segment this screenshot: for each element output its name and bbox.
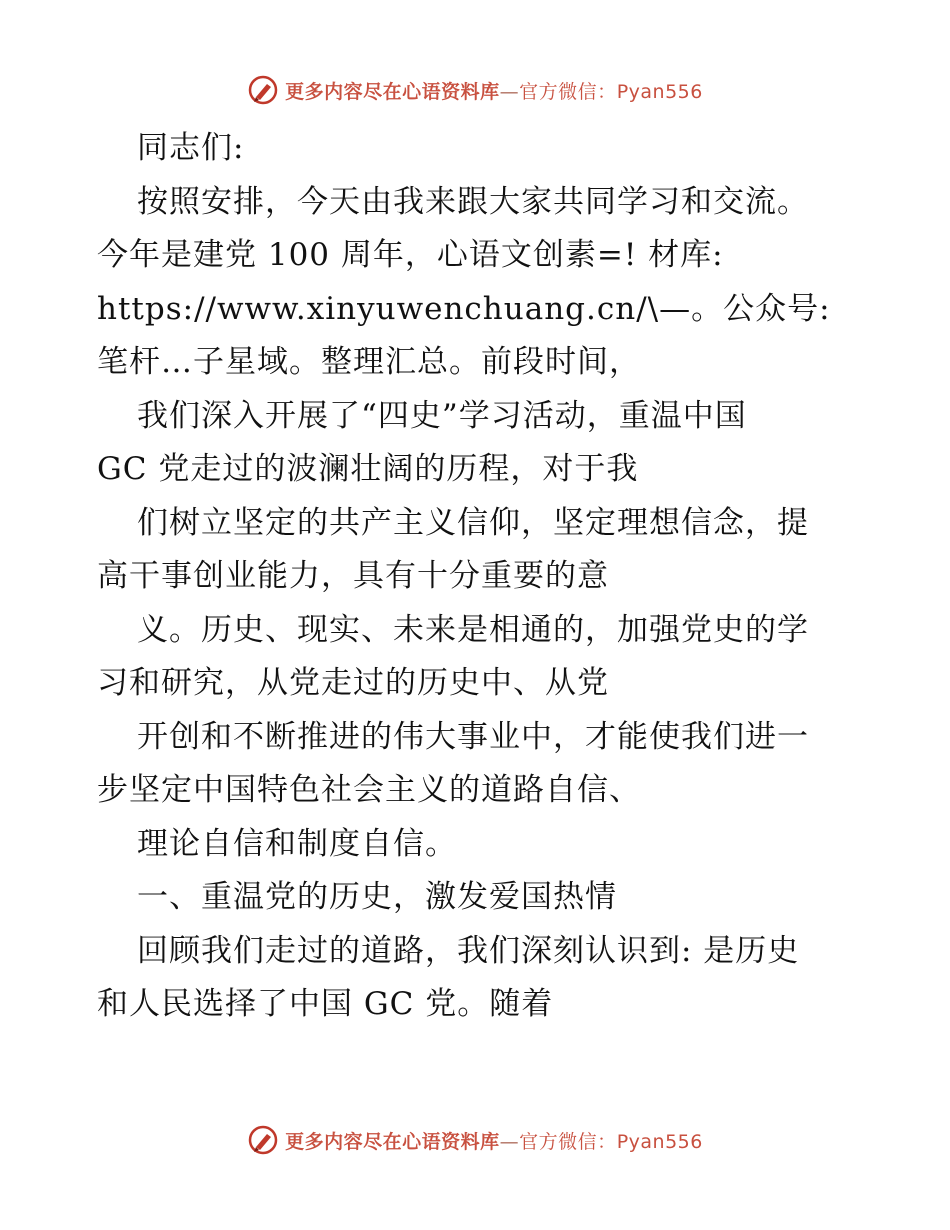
doc-line-salutation: 同志们: — [137, 130, 245, 166]
document-body — [97, 122, 857, 1032]
doc-line: 高干事创业能力，具有十分重要的意 — [97, 558, 609, 594]
footer-banner — [0, 1120, 950, 1160]
header-banner-title: 更多内容尽在心语资料库 — [285, 80, 500, 103]
header-banner-separator: — — [499, 80, 520, 103]
doc-line: 理论自信和制度自信。 — [137, 825, 457, 862]
doc-line: 按照安排，今天由我来跟大家共同学习和交流。 — [137, 183, 809, 220]
header-banner — [0, 70, 950, 110]
section-heading: 一、重温党的历史，激发爱国热情 — [137, 879, 617, 915]
header-banner-contact-label: 官方微信： — [519, 80, 617, 103]
doc-line: https://www.xinyuwenchuang.cn/\—。公众号: — [97, 290, 831, 327]
doc-line: 笔杆…子星域。整理汇总。前段时间， — [97, 344, 641, 380]
doc-line: 回顾我们走过的道路，我们深刻认识到: 是历史 — [137, 932, 800, 969]
header-banner-contact-id: Pyan556 — [616, 80, 703, 103]
footer-banner-contact-id: Pyan556 — [616, 1130, 703, 1153]
footer-banner-separator: — — [499, 1130, 520, 1153]
footer-banner-contact-label: 官方微信： — [519, 1130, 617, 1153]
footer-banner-text — [285, 1127, 703, 1154]
doc-line: 今年是建党 100 周年，心语文创素=! 材库: — [97, 237, 724, 273]
doc-line: 义。历史、现实、未来是相通的，加强党史的学 — [137, 611, 809, 648]
doc-line: 习和研究，从党走过的历史中、从党 — [97, 665, 609, 701]
doc-line: 开创和不断推进的伟大事业中，才能使我们进一 — [137, 718, 809, 755]
doc-line: GC 党走过的波澜壮阔的历程，对于我 — [97, 451, 639, 487]
footer-banner-title: 更多内容尽在心语资料库 — [285, 1130, 500, 1153]
pen-logo-icon — [247, 1124, 279, 1156]
doc-line: 和人民选择了中国 GC 党。随着 — [97, 986, 554, 1022]
doc-line: 我们深入开展了“四史”学习活动，重温中国 — [137, 397, 747, 434]
pen-logo-icon — [247, 74, 279, 106]
doc-line: 们树立坚定的共产主义信仰，坚定理想信念，提 — [137, 504, 809, 541]
doc-line: 步坚定中国特色社会主义的道路自信、 — [97, 772, 641, 808]
header-banner-text — [285, 77, 703, 104]
